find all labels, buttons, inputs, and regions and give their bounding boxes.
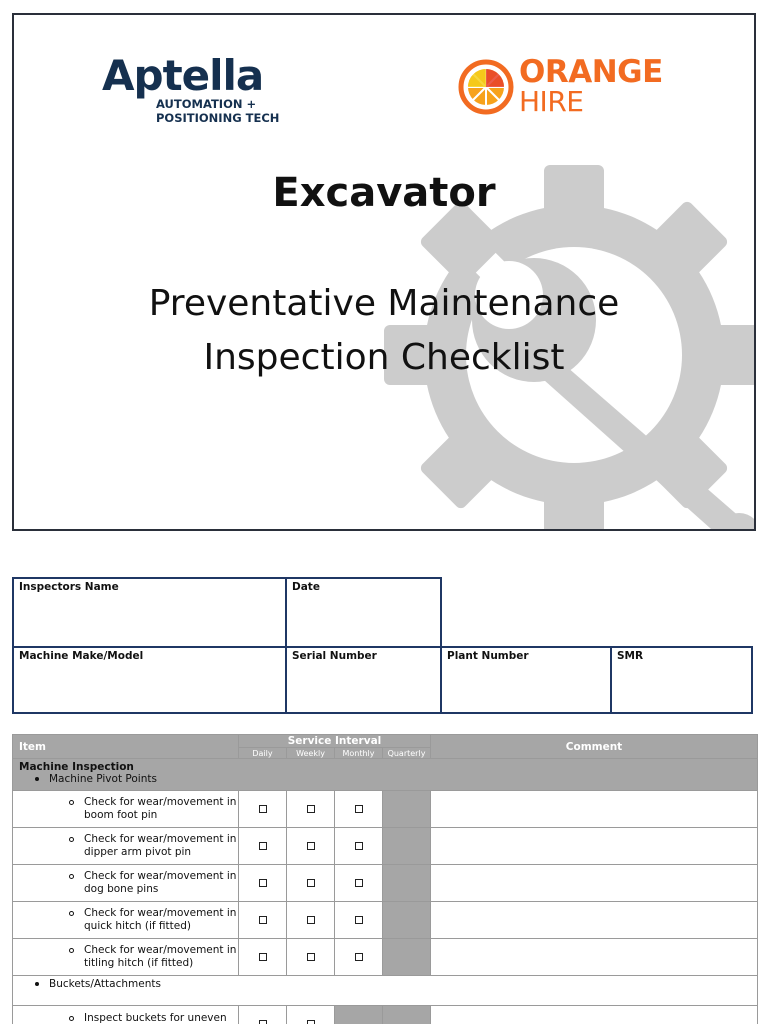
group-title-2: Buckets/Attachments	[49, 978, 161, 990]
comment-cell[interactable]	[431, 902, 758, 939]
comment-cell[interactable]	[431, 1006, 758, 1024]
row-text-line1: Check for wear/movement in	[84, 944, 237, 956]
row-text-line2: boom foot pin	[84, 809, 158, 821]
serial-number-label: Serial Number	[292, 650, 377, 662]
quarterly-cell	[383, 828, 431, 865]
aptella-tagline-1: AUTOMATION +	[156, 97, 257, 111]
monthly-checkbox[interactable]	[355, 953, 363, 961]
group-title: Machine Pivot Points	[49, 773, 157, 785]
table-row	[13, 865, 758, 902]
document-subtitle	[14, 277, 754, 385]
weekly-checkbox[interactable]	[307, 953, 315, 961]
inspectors-name-label: Inspectors Name	[19, 581, 119, 593]
date-label: Date	[292, 581, 320, 593]
item-header: Item	[13, 735, 239, 759]
machine-make-model-label: Machine Make/Model	[19, 650, 144, 662]
row-text-line1: Check for wear/movement in	[84, 796, 237, 808]
row-text-line2: dog bone pins	[84, 883, 159, 895]
comment-cell[interactable]	[431, 791, 758, 828]
quarterly-cell	[383, 902, 431, 939]
cover-page	[12, 13, 756, 531]
comment-cell[interactable]	[431, 828, 758, 865]
serial-number-field[interactable]	[285, 646, 442, 714]
orange-wordmark: ORANGE	[519, 54, 663, 90]
comment-header: Comment	[431, 735, 758, 759]
daily-checkbox[interactable]	[259, 953, 267, 961]
circle-bullet-icon	[69, 948, 74, 953]
circle-bullet-icon	[69, 911, 74, 916]
plant-number-label: Plant Number	[447, 650, 529, 662]
comment-cell[interactable]	[431, 865, 758, 902]
aptella-logo	[102, 51, 280, 125]
table-row	[13, 791, 758, 828]
monthly-cell	[335, 1006, 383, 1024]
group-row	[13, 976, 758, 1006]
machine-make-model-field[interactable]	[12, 646, 287, 714]
smr-label: SMR	[617, 650, 644, 662]
subtitle-line-1: Preventative Maintenance	[148, 283, 620, 324]
comment-cell[interactable]	[431, 939, 758, 976]
inspection-checklist-table	[12, 734, 758, 1024]
weekly-checkbox[interactable]	[307, 916, 315, 924]
aptella-tagline-2: POSITIONING TECH	[156, 111, 280, 125]
daily-checkbox[interactable]	[259, 916, 267, 924]
weekly-checkbox[interactable]	[307, 879, 315, 887]
table-row	[13, 939, 758, 976]
citrus-icon	[457, 58, 515, 116]
bullet-icon	[35, 777, 39, 781]
date-field[interactable]	[285, 577, 442, 648]
quarterly-cell	[383, 1006, 431, 1024]
document-title: Excavator	[272, 170, 496, 216]
daily-checkbox[interactable]	[259, 805, 267, 813]
monthly-checkbox[interactable]	[355, 842, 363, 850]
daily-checkbox[interactable]	[259, 842, 267, 850]
monthly-header: Monthly	[335, 748, 383, 759]
table-row	[13, 902, 758, 939]
orange-hire-logo	[457, 54, 663, 118]
row-text-line1: Check for wear/movement in	[84, 907, 237, 919]
circle-bullet-icon	[69, 837, 74, 842]
section-title: Machine Inspection	[19, 761, 134, 773]
circle-bullet-icon	[69, 1016, 74, 1021]
row-text-line1: Inspect buckets for uneven	[84, 1012, 227, 1024]
service-interval-header: Service Interval	[239, 735, 431, 748]
quarterly-header: Quarterly	[383, 748, 431, 759]
quarterly-cell	[383, 791, 431, 828]
weekly-header: Weekly	[287, 748, 335, 759]
monthly-checkbox[interactable]	[355, 805, 363, 813]
smr-field[interactable]	[610, 646, 753, 714]
circle-bullet-icon	[69, 874, 74, 879]
row-text-line2: quick hitch (if fitted)	[84, 920, 191, 932]
quarterly-cell	[383, 939, 431, 976]
weekly-checkbox[interactable]	[307, 805, 315, 813]
quarterly-cell	[383, 865, 431, 902]
row-text-line1: Check for wear/movement in	[84, 833, 237, 845]
daily-header: Daily	[239, 748, 287, 759]
daily-checkbox[interactable]	[259, 879, 267, 887]
table-row	[13, 828, 758, 865]
row-text-line2: dipper arm pivot pin	[84, 846, 192, 858]
section-row	[13, 759, 758, 791]
weekly-checkbox[interactable]	[307, 1020, 315, 1024]
table-row	[13, 1006, 758, 1024]
monthly-checkbox[interactable]	[355, 916, 363, 924]
bullet-icon	[35, 982, 39, 986]
row-text-line2: titling hitch (if fitted)	[84, 957, 194, 969]
daily-checkbox[interactable]	[259, 1020, 267, 1024]
circle-bullet-icon	[69, 800, 74, 805]
row-text-line1: Check for wear/movement in	[84, 870, 237, 882]
inspectors-name-field[interactable]	[12, 577, 287, 648]
monthly-checkbox[interactable]	[355, 879, 363, 887]
aptella-wordmark: Aptella	[102, 51, 264, 100]
hire-wordmark: HIRE	[519, 85, 584, 118]
subtitle-line-2: Inspection Checklist	[203, 337, 565, 378]
plant-number-field[interactable]	[440, 646, 612, 714]
weekly-checkbox[interactable]	[307, 842, 315, 850]
